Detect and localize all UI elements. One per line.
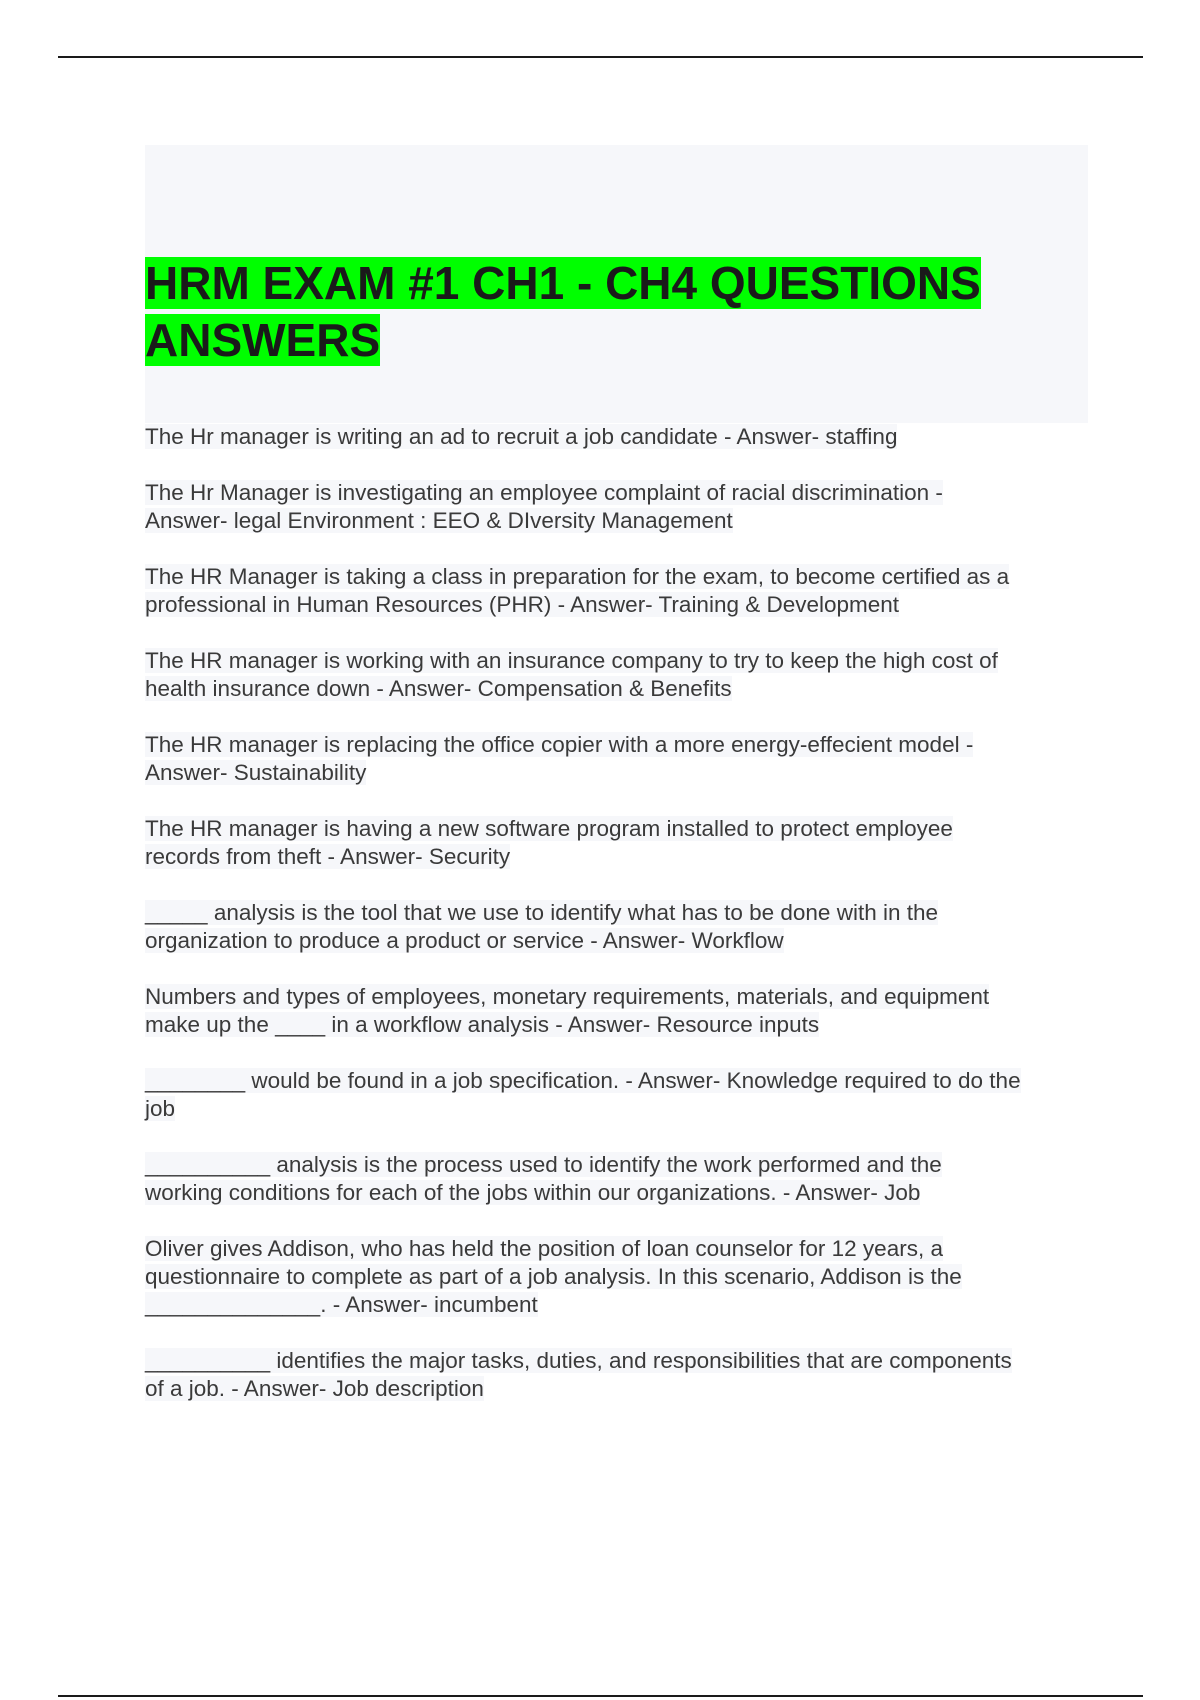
qa-text: The HR Manager is taking a class in preparation for the exam, to become certified as a — [145, 564, 1010, 589]
title-line-1: HRM EXAM #1 CH1 - CH4 QUESTIONS — [145, 257, 981, 309]
qa-text: Oliver gives Addison, who has held the position of loan counselor for 12 years, a — [145, 1236, 943, 1261]
qa-text: ______________. - Answer- incumbent — [145, 1292, 538, 1317]
qa-text: __________ identifies the major tasks, duties, and responsibilities that are components — [145, 1348, 1012, 1373]
qa-text: working conditions for each of the jobs within our organizations. - Answer- Job — [145, 1180, 921, 1205]
qa-text: ________ would be found in a job specification. - Answer- Knowledge required to do the — [145, 1068, 1021, 1093]
qa-text: professional in Human Resources (PHR) - Answer- Training & Development — [145, 592, 900, 617]
qa-item-9 — [145, 1067, 1095, 1123]
document-title — [145, 255, 1045, 369]
qa-item-7 — [145, 899, 1095, 955]
qa-item-3 — [145, 563, 1095, 619]
qa-text: organization to produce a product or service - Answer- Workflow — [145, 928, 784, 953]
qa-item-11 — [145, 1235, 1095, 1319]
qa-item-2 — [145, 479, 1095, 535]
qa-text: The Hr manager is writing an ad to recruit a job candidate - Answer- staffing — [145, 424, 898, 449]
qa-text: make up the ____ in a workflow analysis - Answer- Resource inputs — [145, 1012, 820, 1037]
bottom-rule — [58, 1695, 1143, 1697]
qa-text: records from theft - Answer- Security — [145, 844, 511, 869]
title-line-2: ANSWERS — [145, 314, 381, 366]
qa-text: Answer- legal Environment : EEO & DIversity Management — [145, 508, 733, 533]
qa-item-5 — [145, 731, 1095, 787]
qa-text: questionnaire to complete as part of a job analysis. In this scenario, Addison is the — [145, 1264, 962, 1289]
qa-item-10 — [145, 1151, 1095, 1207]
qa-text: job — [145, 1096, 176, 1121]
qa-text: __________ analysis is the process used to identify the work performed and the — [145, 1152, 942, 1177]
qa-text: of a job. - Answer- Job description — [145, 1376, 484, 1401]
qa-item-8 — [145, 983, 1095, 1039]
qa-item-1 — [145, 423, 1095, 451]
qa-text: Answer- Sustainability — [145, 760, 367, 785]
qa-text: health insurance down - Answer- Compensation & Benefits — [145, 676, 732, 701]
qa-text: The HR manager is replacing the office copier with a more energy-effecient model - — [145, 732, 974, 757]
qa-text: The HR manager is having a new software program installed to protect employee — [145, 816, 953, 841]
top-rule — [58, 56, 1143, 58]
qa-text: The Hr Manager is investigating an employee complaint of racial discrimination - — [145, 480, 943, 505]
qa-text: The HR manager is working with an insurance company to try to keep the high cost of — [145, 648, 998, 673]
qa-text: _____ analysis is the tool that we use to identify what has to be done with in the — [145, 900, 939, 925]
qa-item-4 — [145, 647, 1095, 703]
qa-text: Numbers and types of employees, monetary requirements, materials, and equipment — [145, 984, 990, 1009]
qa-list — [145, 423, 1095, 1431]
qa-item-6 — [145, 815, 1095, 871]
qa-item-12 — [145, 1347, 1095, 1403]
